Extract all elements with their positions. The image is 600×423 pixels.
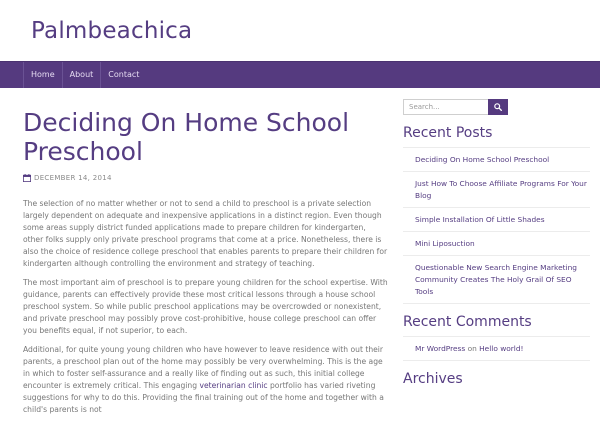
- nav-home-link[interactable]: Home: [23, 62, 63, 88]
- site-title[interactable]: Palmbeachica: [31, 18, 193, 44]
- recent-post-link[interactable]: Deciding On Home School Preschool: [403, 147, 590, 172]
- post-title[interactable]: Deciding On Home School Preschool: [23, 108, 350, 166]
- archives-title: Archives: [403, 371, 463, 387]
- nav-about-link[interactable]: About: [63, 62, 102, 88]
- recent-post-link[interactable]: Mini Liposuction: [403, 232, 590, 256]
- comment-author-link[interactable]: Mr WordPress: [415, 344, 466, 353]
- search-form: [403, 99, 590, 115]
- recent-post-link[interactable]: Simple Installation Of Little Shades: [403, 208, 590, 232]
- recent-comments-title: Recent Comments: [403, 314, 532, 330]
- post-date[interactable]: DECEMBER 14, 2014: [34, 174, 112, 182]
- calendar-icon: [23, 174, 31, 182]
- recent-comment: [403, 336, 590, 361]
- post-meta: [23, 174, 388, 182]
- nav-list: [23, 62, 600, 88]
- post-paragraph: The selection of no matter whether or not to send a child to preschool is a private selection largely dependent on adequate and inexpensive applications in a distinct region. Even though some areas supply district funded applications made to prepare children for kindergarten, other folks supply only private preschool programs that come at a price. Nonetheless, there is also the choice of residence college preschool that enables parents to prepare their children for kindergarten although controlling the environment and strategy of teaching.: [23, 199, 388, 268]
- post-paragraph: The most important aim of preschool is to prepare young children for the school expertise. With guidance, parents can effectively provide these most critical lessons through a house school preschool system. So while public preschool applications may be overcrowded or nonexistent, and private preschool may possibly prove cost-prohibitive, house college preschool can offer you benefits equal, if not superior, to each.: [23, 278, 388, 335]
- comment-connector: on: [465, 344, 480, 353]
- recent-posts-title: Recent Posts: [403, 125, 493, 141]
- search-input[interactable]: [403, 99, 488, 115]
- recent-post-link[interactable]: Questionable New Search Engine Marketing Community Creates The Holy Grail Of SEO Tools: [403, 256, 590, 304]
- search-icon: [494, 103, 502, 111]
- recent-post-link[interactable]: Just How To Choose Affiliate Programs For Your Blog: [403, 172, 590, 208]
- main-navbar: [0, 61, 600, 88]
- comment-post-link[interactable]: Hello world!: [479, 344, 524, 353]
- veterinarian-clinic-link[interactable]: veterinarian clinic: [199, 381, 268, 390]
- post-paragraph: [23, 344, 388, 416]
- main-content: [23, 108, 388, 423]
- sidebar: [403, 99, 590, 387]
- paragraph-text: portfolio has varied riveting suggestions for why to do this. Providing the final training out of the home and together with a child's parents is not: [23, 381, 384, 414]
- post-body: [23, 198, 388, 416]
- recent-posts-list: [403, 147, 590, 304]
- nav-contact-link[interactable]: Contact: [108, 70, 140, 79]
- paragraph-text: Additional, for quite young young children who have however to leave residence with out their parents, a preschool plan out of the home may possibly be very overwhelming. This is the age in which to foster self-assurance and a really like of finding out as such, this initial college encounter is extremely critical. This engaging: [23, 345, 384, 390]
- search-button[interactable]: [488, 99, 508, 115]
